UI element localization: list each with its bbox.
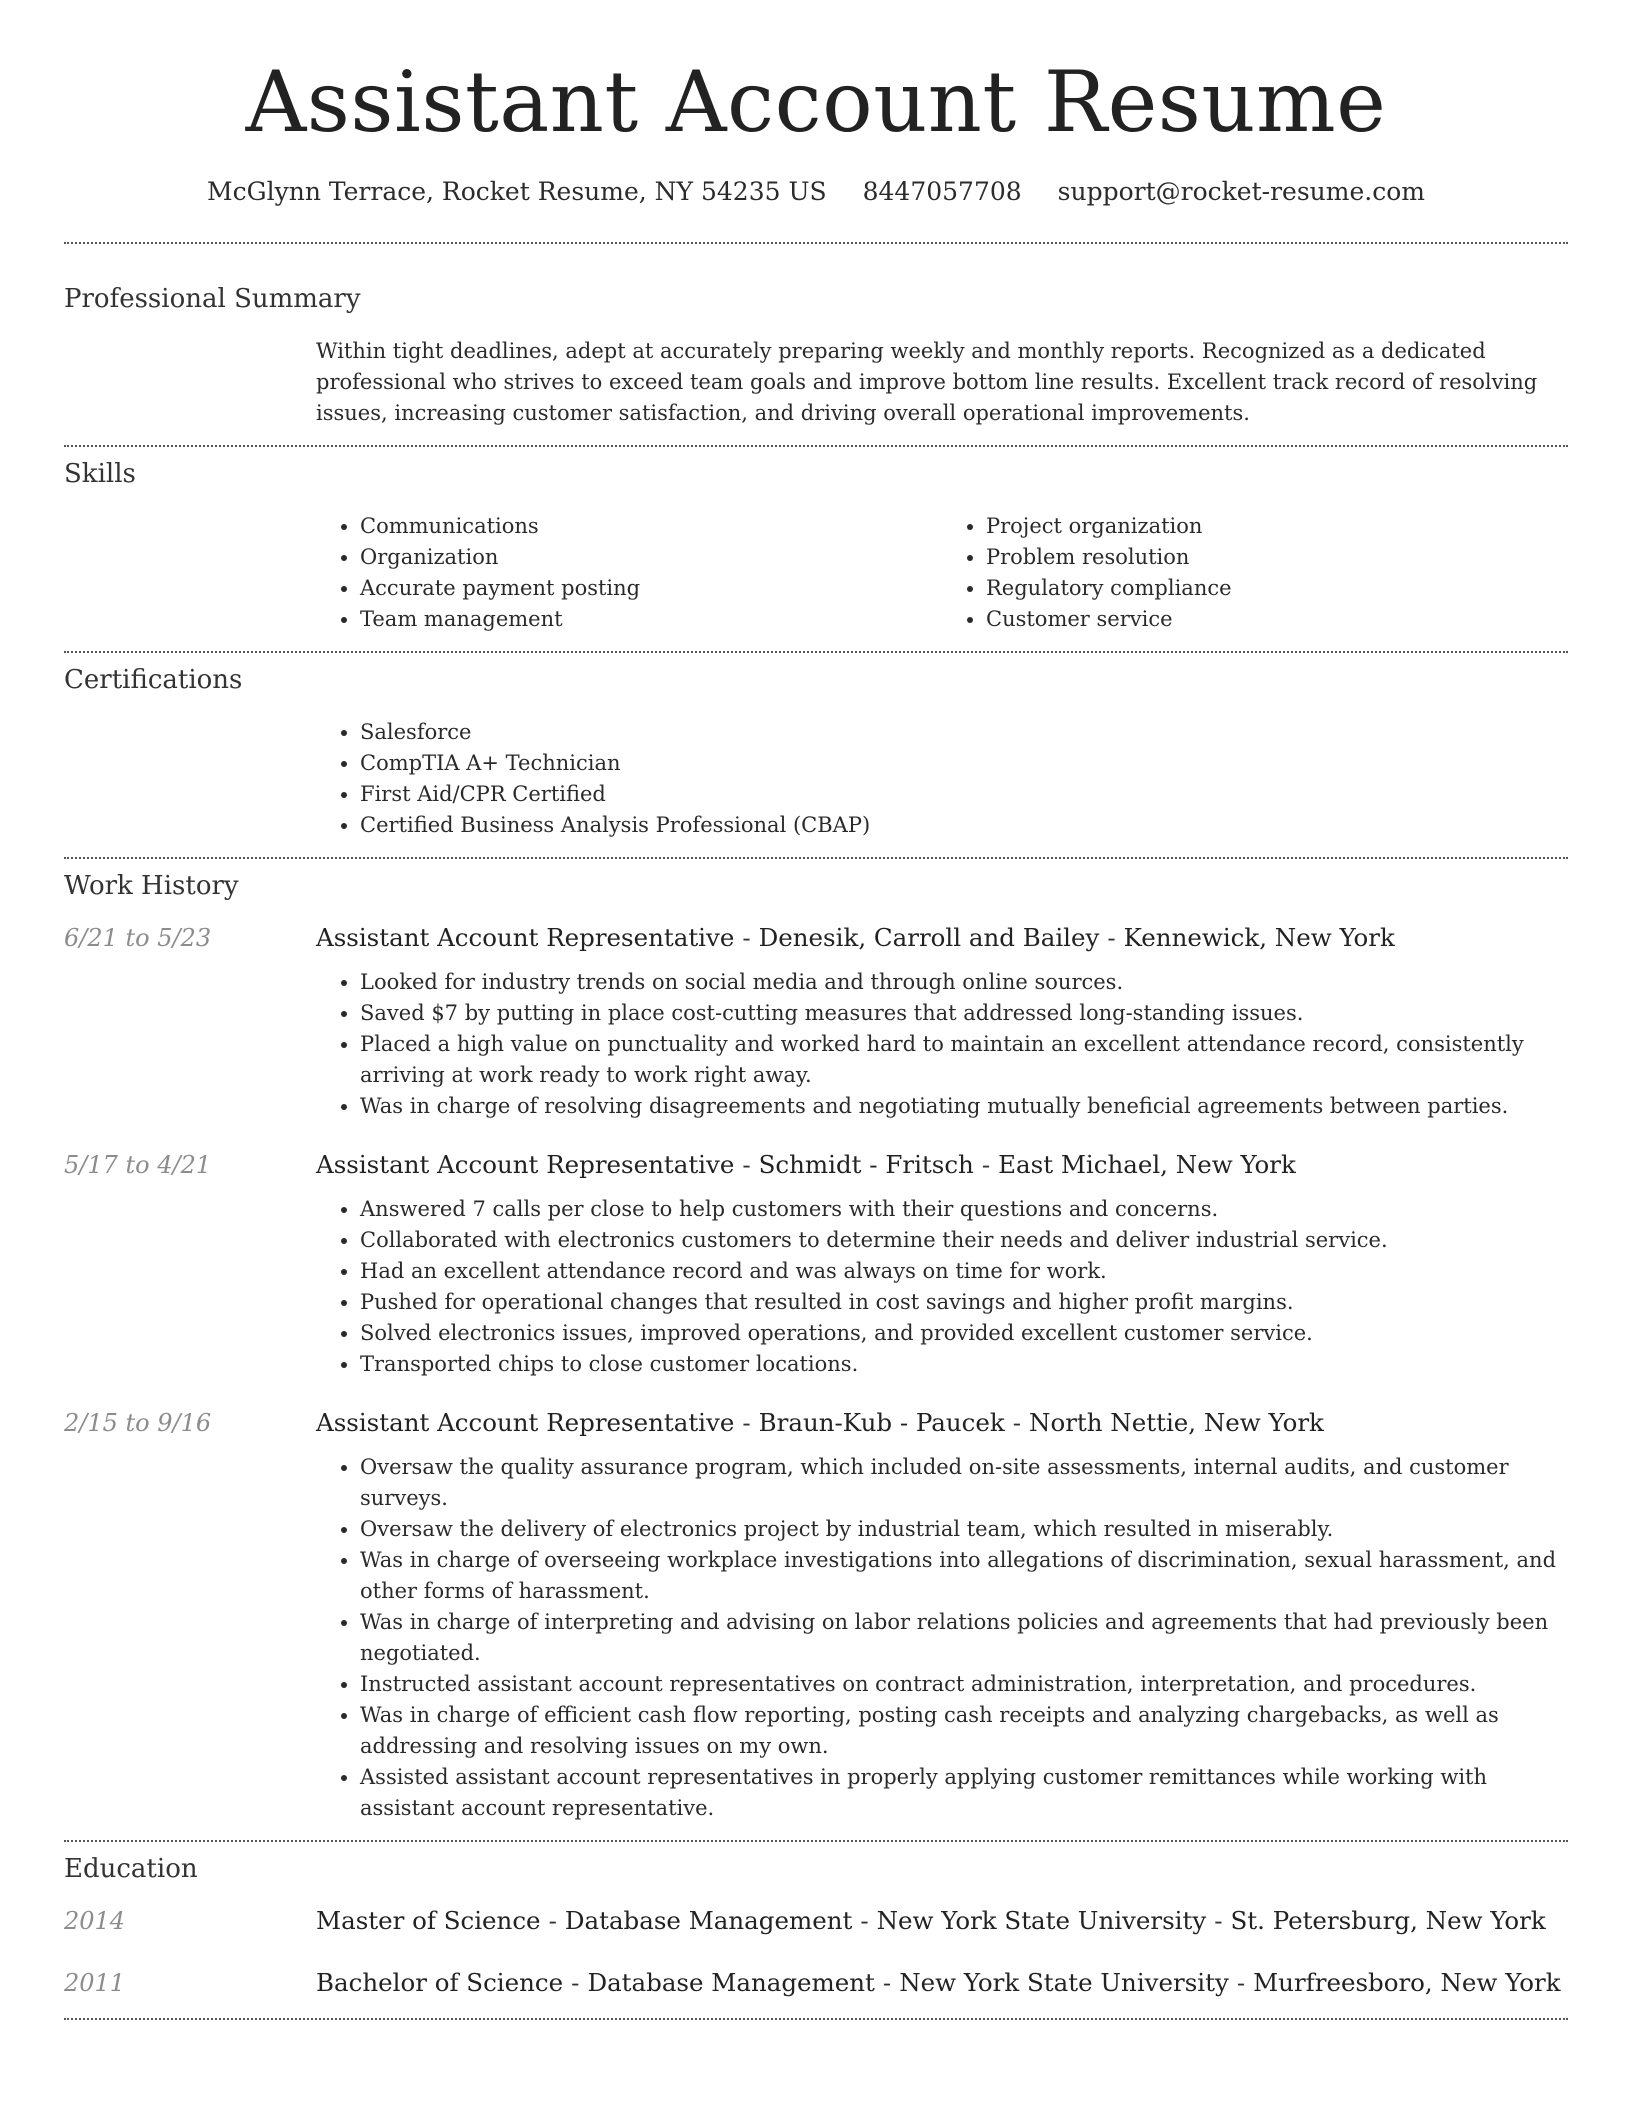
job-title <box>316 1148 1296 1182</box>
section-title-summary: Professional Summary <box>64 284 361 314</box>
summary-content <box>316 336 1568 429</box>
job-role: Assistant Account Representative <box>316 923 735 952</box>
job-entry <box>64 1148 1568 1380</box>
job-bullet: • Was in charge of resolving disagreements and negotiating mutually beneficial agreements between parties. <box>360 1091 1568 1122</box>
skill-item: • Team management <box>360 604 942 635</box>
education-location: Murfreesboro, New York <box>1253 1968 1561 1997</box>
certification-item: • Certified Business Analysis Professional (CBAP) <box>360 810 1568 841</box>
education-entry <box>64 1966 1568 2000</box>
skill-item: • Project organization <box>986 511 1568 542</box>
certifications-list <box>316 717 1568 841</box>
section-title-certifications: Certifications <box>64 665 243 695</box>
job-header <box>64 1148 1568 1182</box>
job-bullet: • Answered 7 calls per close to help customers with their questions and concerns. <box>360 1194 1568 1225</box>
job-title <box>316 921 1395 955</box>
skill-item: • Problem resolution <box>986 542 1568 573</box>
job-company: Schmidt - Fritsch <box>758 1150 974 1179</box>
separator: - <box>571 1968 580 1997</box>
job-location: Kennewick, New York <box>1123 923 1395 952</box>
job-title <box>316 1406 1324 1440</box>
job-bullet: • Saved $7 by putting in place cost-cutting measures that addressed long-standing issues. <box>360 998 1568 1029</box>
skill-item: • Accurate payment posting <box>360 573 942 604</box>
job-bullet: • Collaborated with electronics customers to determine their needs and deliver industrial service. <box>360 1225 1568 1256</box>
education-degree: Master of Science <box>316 1906 541 1935</box>
education-school: New York State University <box>876 1906 1207 1935</box>
separator: - <box>981 1150 991 1179</box>
job-bullet: • Oversaw the quality assurance program, which included on-site assessments, internal audits, and customer surveys. <box>360 1452 1568 1514</box>
skill-item: • Customer service <box>986 604 1568 635</box>
education-list <box>64 1904 1568 2000</box>
job-bullet: • Had an excellent attendance record and was always on time for work. <box>360 1256 1568 1287</box>
job-bullet: • Pushed for operational changes that resulted in cost savings and higher profit margins. <box>360 1287 1568 1318</box>
skill-item: • Regulatory compliance <box>986 573 1568 604</box>
job-entry <box>64 921 1568 1122</box>
contact-line <box>64 176 1568 208</box>
certifications-content <box>316 717 1568 841</box>
education-school: New York State University <box>899 1968 1229 1997</box>
separator: - <box>882 1968 892 1997</box>
separator: - <box>1214 1906 1223 1935</box>
job-bullet: • Was in charge of overseeing workplace investigations into allegations of discrimination, sexual harassment, and other forms of harassment. <box>360 1545 1568 1607</box>
separator: - <box>1012 1408 1021 1437</box>
job-bullet: • Oversaw the delivery of electronics project by industrial team, which resulted in miserably. <box>360 1514 1568 1545</box>
education-degree: Bachelor of Science <box>316 1968 564 1997</box>
education-field: Database Management <box>587 1968 875 1997</box>
education-title <box>316 1966 1561 2000</box>
certification-item: • Salesforce <box>360 717 1568 748</box>
summary-text: Within tight deadlines, adept at accurately preparing weekly and monthly reports. Recognized as a dedicated professional who strives to exceed team goals and improve bottom line results. Excellent track record of resolving issues, increasing customer satisfaction, and driving overall operational improvements. <box>316 339 1538 425</box>
skills-list-right <box>942 511 1568 635</box>
divider <box>64 2018 1568 2020</box>
certifications-section <box>64 653 1568 841</box>
education-section <box>64 1842 1568 2000</box>
separator: - <box>1236 1968 1246 1997</box>
job-header <box>64 1406 1568 1440</box>
skills-grid <box>316 511 1568 635</box>
work-section <box>64 859 1568 1824</box>
separator: - <box>1107 923 1116 952</box>
education-location: St. Petersburg, New York <box>1230 1906 1546 1935</box>
job-dates: 5/17 to 4/21 <box>64 1151 212 1179</box>
job-company: Braun-Kub - Paucek <box>758 1408 1005 1437</box>
skill-item: • Organization <box>360 542 942 573</box>
email: support@rocket-resume.com <box>1057 177 1425 206</box>
separator: - <box>742 1150 751 1179</box>
job-company: Denesik, Carroll and Bailey <box>758 923 1100 952</box>
resume-header <box>64 0 1568 208</box>
job-role: Assistant Account Representative <box>316 1150 735 1179</box>
phone: 8447057708 <box>862 177 1022 206</box>
job-bullet: • Was in charge of efficient cash flow reporting, posting cash receipts and analyzing chargebacks, as well as addressing and resolving issues on my own. <box>360 1700 1568 1762</box>
job-bullet: • Was in charge of interpreting and advising on labor relations policies and agreements that had previously been negotiated. <box>360 1607 1568 1669</box>
separator: - <box>742 923 751 952</box>
education-field: Database Management <box>564 1906 853 1935</box>
separator: - <box>548 1906 557 1935</box>
job-dates: 2/15 to 9/16 <box>64 1409 212 1437</box>
section-title-work: Work History <box>64 871 239 901</box>
job-bullets <box>316 1194 1568 1380</box>
skills-list-left <box>316 511 942 635</box>
job-bullet: • Looked for industry trends on social media and through online sources. <box>360 967 1568 998</box>
job-role: Assistant Account Representative <box>316 1408 735 1437</box>
job-bullets-wrap <box>316 967 1568 1122</box>
job-bullets <box>316 967 1568 1122</box>
job-location: North Nettie, New York <box>1029 1408 1324 1437</box>
job-bullet: • Placed a high value on punctuality and worked hard to maintain an excellent attendance record, consistently arriving at work ready to work right away. <box>360 1029 1568 1091</box>
job-bullet: • Assisted assistant account representatives in properly applying customer remittances while working with assistant account representative. <box>360 1762 1568 1824</box>
skill-item: • Communications <box>360 511 942 542</box>
summary-section <box>64 244 1568 429</box>
address: McGlynn Terrace, Rocket Resume, NY 54235 US <box>207 177 827 206</box>
job-bullets-wrap <box>316 1452 1568 1824</box>
job-location: East Michael, New York <box>998 1150 1296 1179</box>
job-bullets <box>316 1452 1568 1824</box>
certification-item: • First Aid/CPR Certified <box>360 779 1568 810</box>
separator: - <box>742 1408 751 1437</box>
job-header <box>64 921 1568 955</box>
section-title-education: Education <box>64 1854 198 1884</box>
skills-section <box>64 447 1568 635</box>
education-title <box>316 1904 1546 1938</box>
job-dates: 6/21 to 5/23 <box>64 924 212 952</box>
resume-title: Assistant Account Resume <box>245 53 1387 151</box>
job-bullet: • Instructed assistant account representatives on contract administration, interpretation, and procedures. <box>360 1669 1568 1700</box>
job-bullet: • Transported chips to close customer locations. <box>360 1349 1568 1380</box>
job-list <box>64 921 1568 1824</box>
certification-item: • CompTIA A+ Technician <box>360 748 1568 779</box>
job-bullets-wrap <box>316 1194 1568 1380</box>
education-entry <box>64 1904 1568 1938</box>
section-title-skills: Skills <box>64 459 136 489</box>
job-entry <box>64 1406 1568 1824</box>
education-year: 2014 <box>64 1907 126 1935</box>
job-bullet: • Solved electronics issues, improved operations, and provided excellent customer service. <box>360 1318 1568 1349</box>
separator: - <box>860 1906 869 1935</box>
education-year: 2011 <box>64 1969 126 1997</box>
